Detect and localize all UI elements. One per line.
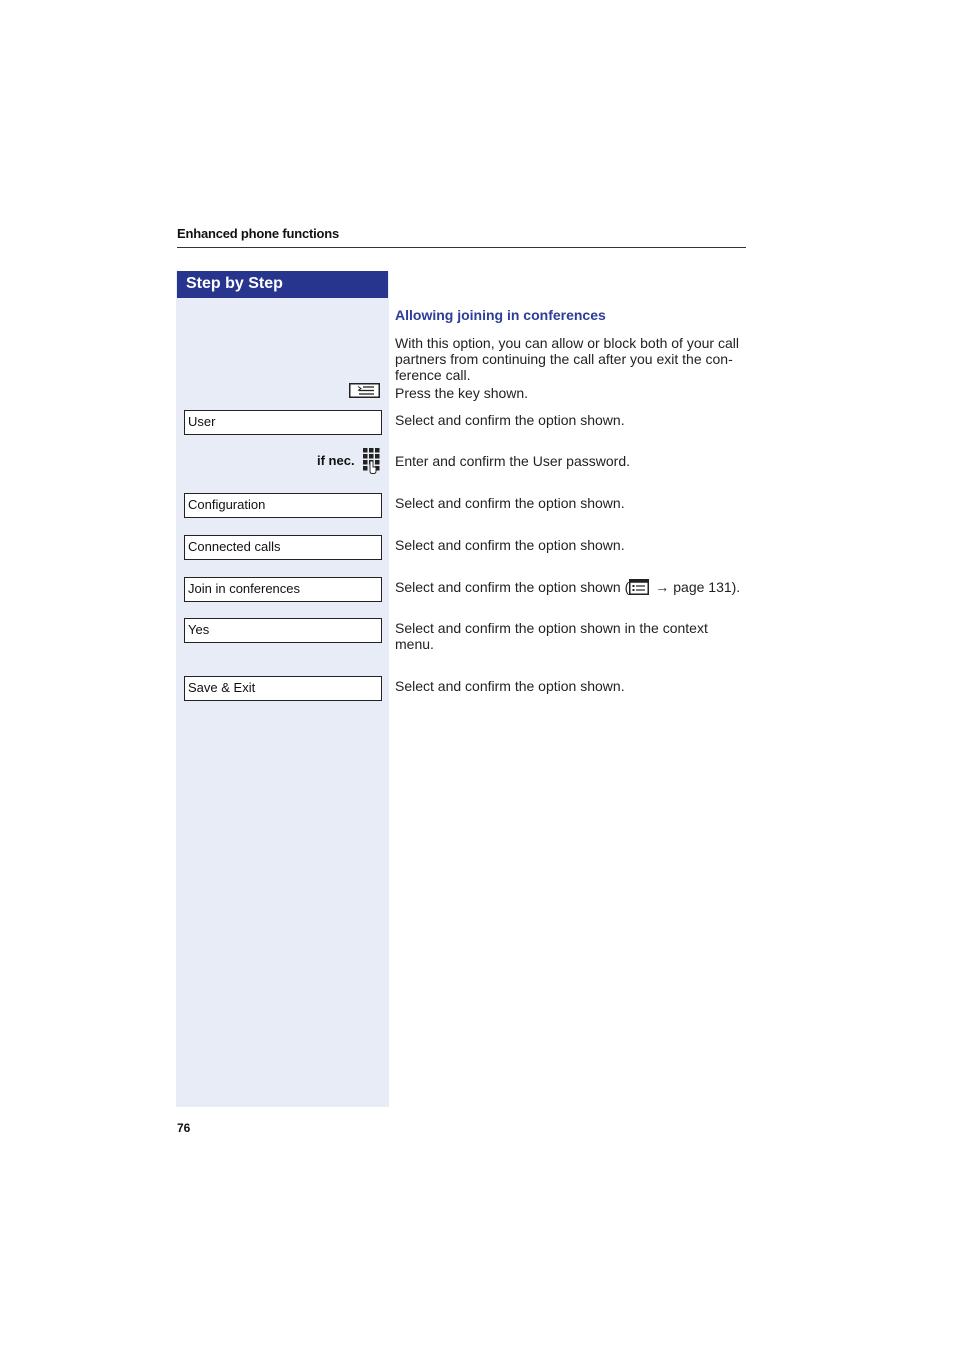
option-user[interactable]: User	[184, 410, 382, 435]
reference-arrow-icon: →	[655, 579, 670, 595]
step-text-configuration: Select and confirm the option shown.	[395, 495, 625, 511]
if-nec-label: if nec.	[317, 453, 355, 468]
running-header: Enhanced phone functions	[177, 226, 340, 241]
step-text-yes: Select and confirm the option shown in the context menu.	[395, 620, 708, 652]
option-configuration[interactable]: Configuration	[184, 493, 382, 518]
step-by-step-header: Step by Step	[177, 271, 388, 298]
step-text-connected-calls: Select and confirm the option shown.	[395, 537, 625, 553]
step-text-join	[395, 579, 747, 595]
option-yes[interactable]: Yes	[184, 618, 382, 643]
page-reference-link[interactable]: page 131).	[673, 579, 741, 595]
press-key-text: Press the key shown.	[395, 385, 529, 401]
list-icon	[629, 579, 649, 595]
step-text-password: Enter and confirm the User password.	[395, 453, 630, 469]
keypad-icon	[362, 448, 381, 474]
section-title: Allowing joining in conferences	[395, 307, 606, 323]
option-join-in-conferences[interactable]: Join in conferences	[184, 577, 382, 602]
page-number: 76	[177, 1121, 191, 1135]
step-text-join-before: Select and confirm the option shown (	[395, 579, 630, 595]
intro-text: With this option, you can allow or block both of your call partners from continuing the call after you exit the con-ference call.	[395, 335, 739, 383]
option-connected-calls[interactable]: Connected calls	[184, 535, 382, 560]
option-save-exit[interactable]: Save & Exit	[184, 676, 382, 701]
header-divider	[177, 247, 746, 248]
step-text-user: Select and confirm the option shown.	[395, 412, 625, 428]
menu-key-icon	[349, 383, 380, 398]
step-text-save-exit: Select and confirm the option shown.	[395, 678, 625, 694]
